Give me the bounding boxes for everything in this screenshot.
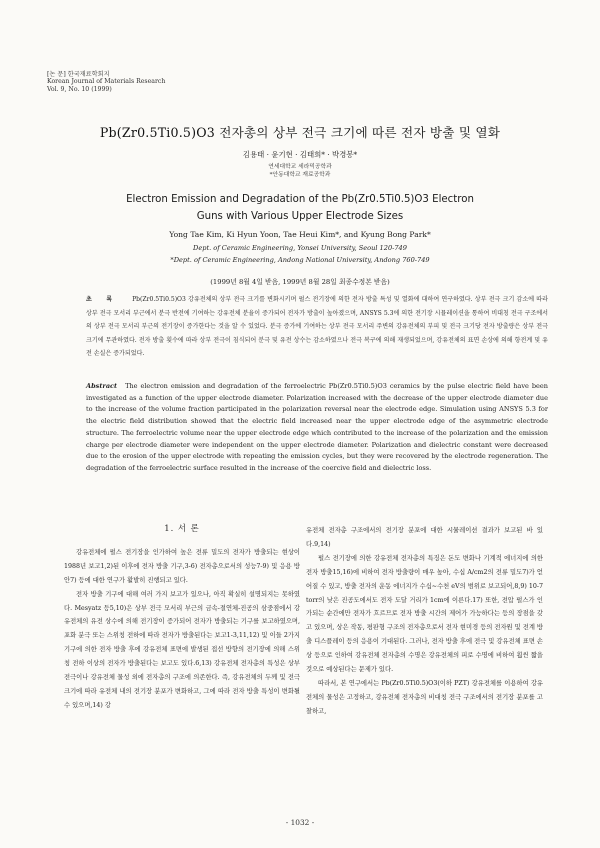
paper-title: Pb(Zr0.5Ti0.5)O3 전자총의 상부 전극 크기에 따른 전자 방출 및 열화 (99, 125, 501, 140)
journal-name: Korean Journal of Materials Research (47, 78, 166, 86)
received-dates: (1999년 8월 4일 받음, 1999년 8월 28일 최종수정본 받음) (210, 278, 390, 286)
english-affiliation-2: *Dept. of Ceramic Engineering, Andong National University, Andong 760-749 (170, 255, 430, 264)
english-title-line-2: Guns with Various Upper Electrode Sizes (196, 211, 404, 222)
page-number: - 1032 - (285, 818, 315, 827)
english-title-line-1: Electron Emission and Degradation of the Pb(Zr0.5Ti0.5)O3 Electron (126, 194, 474, 205)
korean-affiliation-1: 연세대학교 세라믹공학과 (268, 164, 332, 170)
journal-header (47, 71, 165, 93)
body-column-left (64, 522, 300, 713)
english-title (40, 191, 560, 225)
body-paragraph: 펄스 전기장에 의한 강유전체 전자총의 특징은 돈도 변화나 기계적 에너지에 의한 전자 방출15,16)에 비하여 전자 방출량이 매우 높아, 수십 A/cm2의 전류 밀도7)가 얻어질 수 있고, 방출 전자의 운동 에너지가 수십~수천 eV의 범위로 보고되어,8,9) 10-7 torr의 낮은 진공도에서도 전자 도달 거리가 1cm에 이른다.17) 또한, 전압 펄스가 인가되는 순간에만 전자가 흐르므로 전자 방출 시간의 제어가 가능하다는 등의 장점을 갖고 있으며, 상은 작동, 평판형 구조의 전자총으로서 전자 현미경 등의 전자원 및 전계 방출 디스플레이 등의 응용이 기대된다. 그러나, 전자 방출 후에 전극 및 강유전체 표면 손상 등으로 인하여 강유전체 전자총의 수명은 강유전체의 피로 수명에 비하여 훨씬 짧을 것으로 예상된다는 문제가 있다. (306, 554, 543, 674)
body-paragraph: 따라서, 본 연구에서는 Pb(Zr0.5Ti0.5)O3(이하 PZT) 강유전체를 이용하여 강유전체의 물성은 고정하고, 강유전체 전자총의 비대칭 전극 구조에서의 전기장 분포를 고찰하고, (306, 679, 543, 715)
korean-abstract-label: 초 록 (86, 296, 119, 303)
english-abstract-label: Abstract (86, 382, 118, 390)
english-abstract (86, 381, 548, 475)
english-affiliations (40, 243, 560, 266)
korean-abstract-text: Pb(Zr0.5Ti0.5)O3 강유전체의 상부 전극 크기를 변화시키며 펄스 전기장에 의한 전자 방출 특성 및 열화에 대하여 연구하였다. 상부 전극 크기 감소에 따라 상부 전극 모서리 부근에서 분극 반전에 기여하는 강유전체 분율이 증가되어 전자가 방출이 높아졌으며, ANSYS 5.3에 의한 전기장 시뮬레이션을 통하여 비대칭 전극 구조에서의 상부 전극 모서리 부근의 전기장이 증가한다는 것을 알 수 있었다. 분극 증가에 기여하는 상부 전극 모서리 주변의 강유전체의 부피 및 전극 크기당 전자 방출량은 상부 전극 크기에 무관하였다. 전자 방출 횟수에 따라 상부 전극이 침식되어 분극 및 유전 상수는 감소하였으나 전극 복구에 의해 재생되었으며, 강유전체의 표면 손상에 의해 항전계 및 유전 손실은 증가되었다. (86, 296, 548, 358)
korean-affiliation-2: *안동대학교 재료공학과 (269, 172, 331, 178)
korean-abstract (86, 293, 548, 361)
korean-affiliations (40, 163, 560, 179)
body-column-right (306, 524, 543, 719)
english-authors: Yong Tae Kim, Ki Hyun Yoon, Tae Heui Kim*, and Kyung Bong Park* (169, 230, 431, 239)
body-paragraph: 유전체 전자총 구조에서의 전기장 분포에 대한 시뮬레이션 결과가 보고된 바 있다.9,14) (306, 527, 543, 548)
body-paragraph: 강유전체에 펄스 전기장을 인가하여 높은 전류 밀도의 전자가 방출되는 현상이 1988년 보고1,2)된 이후에 전자 방출 기구,3-6) 전자총으로서의 성능7-9) 및 응용 방안7) 등에 대한 연구가 활발히 진행되고 있다. (64, 548, 300, 584)
korean-authors: 김용태 · 윤기현 · 김태희* · 박경봉* (242, 150, 358, 159)
english-abstract-text: The electron emission and degradation of the ferroelectric Pb(Zr0.5Ti0.5)O3 ceramics by the pulse electric field have been investigated as a function of the upper electrode diameter. Polarization increased with the decrease of the upper electrode diameter due to the increase of the volume fraction participated in the polarization reversal near the electrode edge. Simulation using ANSYS 5.3 for the electric field distribution showed that the electric field increased near the upper electrode edge of the asymmetric electrode structure. The ferroelectric volume near the upper electrode edge which contributed to the increase of the polarization and the emission charge per electrode diameter were independent on the upper electrode diameter. Polarization and dielectric constant were decreased due to the erosion of the upper electrode with repeating the emission cycles, but they were recovered by the electrode regeneration. The degradation of the ferroelectric surface resulted in the increase of the coercive field and dielectric loss. (86, 382, 548, 472)
body-paragraph: 전자 방출 기구에 대해 여러 가지 보고가 있으나, 아직 확실히 설명되지는 못하였다. Mesyatz 등5,10)은 상부 전극 모서리 부근의 금속-절연체-진공의 삼중점에서 강유전체의 유전 상수에 의해 전기장이 증가되어 전자가 방출되는 기구를 보고하였으며, 포화 분극 또는 스위칭 전하에 따라 전자가 방출된다는 보고1-3,11,12) 및 이들 2가지 기구에 의한 전자 방출 후에 강유전체 표면에 발생된 접선 방향의 전기장에 의해 스위칭 전하 이상의 전자가 방출된다는 보고도 있다.6,13) 강유전체 전자총의 특성은 상부 전극이나 강유전체 물성 외에 전자총의 구조에 의존한다. 즉, 강유전체의 두께 및 전극 크기에 따라 유전체 내의 전기장 분포가 변화하고, 그에 따라 전자 방출 특성이 변화될 수 있으며,14) 강 (64, 590, 300, 709)
english-affiliation-1: Dept. of Ceramic Engineering, Yonsei University, Seoul 120-749 (193, 244, 407, 252)
section-heading-introduction: 1. 서 론 (164, 523, 200, 533)
journal-volume: Vol. 9, No. 10 (1999) (47, 85, 112, 93)
journal-category: [논 문] 한국재료학회지 (47, 71, 110, 78)
